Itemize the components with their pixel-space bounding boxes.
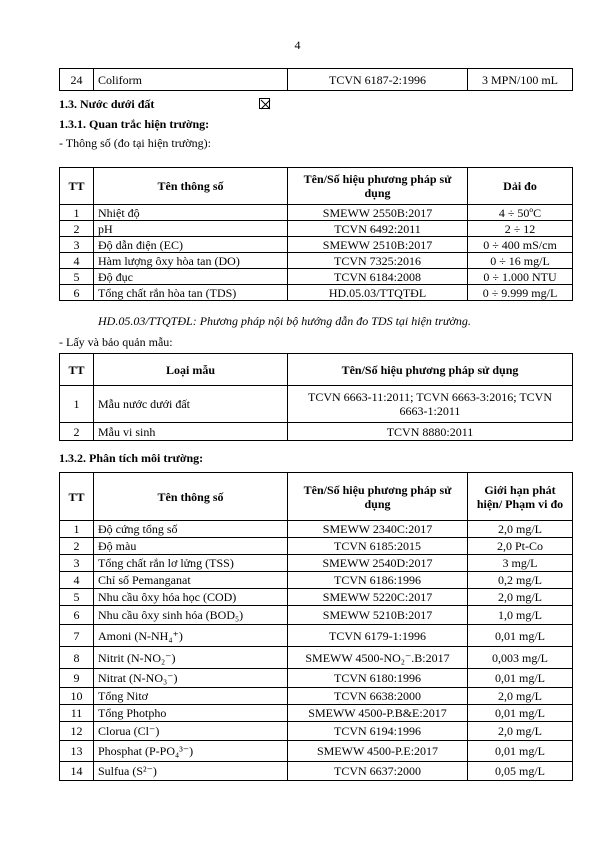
table-row	[60, 741, 573, 762]
method-name: SMEWW 5210B:2017	[288, 606, 468, 625]
parameter-name: Coliform	[94, 69, 288, 91]
row-number: 14	[60, 762, 94, 781]
row-number: 8	[60, 647, 94, 669]
detection-limit: 2,0 mg/L	[468, 688, 573, 705]
parameter-name: Độ đục	[94, 269, 288, 285]
parameter-name: Tổng chất rắn lơ lửng (TSS)	[94, 555, 288, 572]
range-value: 2 ÷ 12	[468, 221, 573, 237]
row-number: 1	[60, 205, 94, 221]
page-number: 4	[294, 38, 301, 52]
method-name: SMEWW 2550B:2017	[288, 205, 468, 221]
parameter-name: Nitrit (N-NO₂⁻)	[94, 647, 288, 669]
table-row	[60, 521, 573, 538]
table-row	[60, 285, 573, 301]
method-name: TCVN 6492:2011	[288, 221, 468, 237]
sample-type: Mẫu nước dưới đất	[94, 386, 288, 423]
parameter-name: Nhiệt độ	[94, 205, 288, 221]
method-name: SMEWW 2340C:2017	[288, 521, 468, 538]
row-number: 1	[60, 386, 94, 423]
row-number: 6	[60, 606, 94, 625]
row-number: 5	[60, 589, 94, 606]
table-row	[60, 572, 573, 589]
detection-limit: 0,01 mg/L	[468, 741, 573, 762]
method-name: TCVN 6185:2015	[288, 538, 468, 555]
range-value: 0 ÷ 400 mS/cm	[468, 237, 573, 253]
sample-type: Mẫu vi sinh	[94, 423, 288, 441]
range-value: 3 MPN/100 mL	[468, 69, 573, 91]
sampling-table	[59, 353, 573, 441]
table-row	[60, 606, 573, 625]
parameter-name: Tổng Nitơ	[94, 688, 288, 705]
detection-limit: 2,0 mg/L	[468, 589, 573, 606]
row-number: 24	[60, 69, 94, 91]
section-title-1-3-1: 1.3.1. Quan trắc hiện trường:	[59, 117, 210, 131]
row-number: 9	[60, 669, 94, 688]
range-value: 0 ÷ 16 mg/L	[468, 253, 573, 269]
range-value: 4 ÷ 50ºC	[468, 205, 573, 221]
row-number: 2	[60, 423, 94, 441]
detection-limit: 3 mg/L	[468, 555, 573, 572]
table-row	[60, 386, 573, 423]
detection-limit: 0,01 mg/L	[468, 625, 573, 647]
method-name: SMEWW 4500-NO₂⁻.B:2017	[288, 647, 468, 669]
detection-limit: 2,0 mg/L	[468, 521, 573, 538]
detection-limit: 1,0 mg/L	[468, 606, 573, 625]
method-name: TCVN 6186:1996	[288, 572, 468, 589]
column-header: Tên/Số hiệu phương pháp sử dụng	[288, 168, 468, 205]
method-name: SMEWW 4500-P.E:2017	[288, 741, 468, 762]
parameter-name: Nhu cầu ôxy sinh hóa (BOD₅)	[94, 606, 288, 625]
parameter-name: pH	[94, 221, 288, 237]
row-number: 10	[60, 688, 94, 705]
checkbox-crossed-icon	[259, 98, 270, 109]
detection-limit: 2,0 Pt-Co	[468, 538, 573, 555]
table-row	[60, 722, 573, 741]
table-header-row	[60, 168, 573, 205]
field-params-table	[59, 167, 573, 301]
column-header: TT	[60, 168, 94, 205]
table-row	[60, 253, 573, 269]
section-title-1-3: 1.3. Nước dưới đất	[59, 97, 155, 111]
row-number: 4	[60, 253, 94, 269]
row-number: 2	[60, 538, 94, 555]
tds-method-note: HD.05.03/TTQTĐL: Phương pháp nội bộ hướng dẫn đo TDS tại hiện trường.	[98, 314, 471, 328]
parameter-name: Phosphat (P-PO₄³⁻)	[94, 741, 288, 762]
table-row	[60, 555, 573, 572]
method-name: TCVN 6194:1996	[288, 722, 468, 741]
detection-limit: 0,2 mg/L	[468, 572, 573, 589]
row-number: 13	[60, 741, 94, 762]
method-name: TCVN 6638:2000	[288, 688, 468, 705]
column-header: Tên thông số	[94, 473, 288, 521]
parameter-name: Sulfua (S²⁻)	[94, 762, 288, 781]
method-name: TCVN 6187-2:1996	[288, 69, 468, 91]
column-header: Giới hạn phát hiện/ Phạm vi đo	[468, 473, 573, 521]
row-number: 4	[60, 572, 94, 589]
method-name: TCVN 6180:1996	[288, 669, 468, 688]
table-header-row	[60, 473, 573, 521]
row-number: 3	[60, 555, 94, 572]
section-title-1-3-2: 1.3.2. Phân tích môi trường:	[59, 451, 204, 465]
continued-table	[59, 68, 573, 91]
range-value: 0 ÷ 9.999 mg/L	[468, 285, 573, 301]
column-header: Loại mẫu	[94, 354, 288, 386]
method-name: SMEWW 2540D:2017	[288, 555, 468, 572]
method-name: TCVN 7325:2016	[288, 253, 468, 269]
table-row	[60, 269, 573, 285]
table-row	[60, 69, 573, 91]
table-row	[60, 589, 573, 606]
parameter-name: Độ cứng tổng số	[94, 521, 288, 538]
method-name: SMEWW 2510B:2017	[288, 237, 468, 253]
table-row	[60, 688, 573, 705]
row-number: 7	[60, 625, 94, 647]
table-row	[60, 647, 573, 669]
table-row	[60, 625, 573, 647]
row-number: 5	[60, 269, 94, 285]
parameter-name: Hàm lượng ôxy hòa tan (DO)	[94, 253, 288, 269]
row-number: 3	[60, 237, 94, 253]
column-header: Tên/Số hiệu phương pháp sử dụng	[288, 354, 573, 386]
table-row	[60, 205, 573, 221]
table-row	[60, 762, 573, 781]
method-name: TCVN 8880:2011	[288, 423, 573, 441]
detection-limit: 2,0 mg/L	[468, 722, 573, 741]
detection-limit: 0,01 mg/L	[468, 705, 573, 722]
table-row	[60, 669, 573, 688]
parameter-name: Nitrat (N-NO₃⁻)	[94, 669, 288, 688]
table-row	[60, 423, 573, 441]
parameter-name: Tổng Photpho	[94, 705, 288, 722]
method-name: SMEWW 4500-P.B&E:2017	[288, 705, 468, 722]
table-row	[60, 221, 573, 237]
parameter-name: Nhu cầu ôxy hóa học (COD)	[94, 589, 288, 606]
method-name: TCVN 6663-11:2011; TCVN 6663-3:2016; TCVN 6663-1:2011	[288, 386, 573, 423]
row-number: 12	[60, 722, 94, 741]
column-header: Dải đo	[468, 168, 573, 205]
table-header-row	[60, 354, 573, 386]
method-name: TCVN 6179-1:1996	[288, 625, 468, 647]
method-name: HD.05.03/TTQTĐL	[288, 285, 468, 301]
method-name: TCVN 6637:2000	[288, 762, 468, 781]
sampling-intro: - Lấy và bảo quản mẫu:	[59, 335, 173, 349]
parameter-name: Amoni (N-NH₄⁺)	[94, 625, 288, 647]
table-row	[60, 538, 573, 555]
table-row	[60, 705, 573, 722]
column-header: Tên thông số	[94, 168, 288, 205]
row-number: 6	[60, 285, 94, 301]
row-number: 11	[60, 705, 94, 722]
row-number: 2	[60, 221, 94, 237]
parameter-name: Độ dẫn điện (EC)	[94, 237, 288, 253]
analysis-table	[59, 472, 573, 781]
column-header: Tên/Số hiệu phương pháp sử dụng	[288, 473, 468, 521]
detection-limit: 0,05 mg/L	[468, 762, 573, 781]
column-header: TT	[60, 354, 94, 386]
parameter-name: Độ màu	[94, 538, 288, 555]
range-value: 0 ÷ 1.000 NTU	[468, 269, 573, 285]
field-params-intro: - Thông số (đo tại hiện trường):	[59, 136, 211, 150]
parameter-name: Chỉ số Pemanganat	[94, 572, 288, 589]
table-row	[60, 237, 573, 253]
column-header: TT	[60, 473, 94, 521]
row-number: 1	[60, 521, 94, 538]
method-name: SMEWW 5220C:2017	[288, 589, 468, 606]
method-name: TCVN 6184:2008	[288, 269, 468, 285]
detection-limit: 0,003 mg/L	[468, 647, 573, 669]
parameter-name: Clorua (Cl⁻)	[94, 722, 288, 741]
parameter-name: Tổng chất rắn hòa tan (TDS)	[94, 285, 288, 301]
detection-limit: 0,01 mg/L	[468, 669, 573, 688]
